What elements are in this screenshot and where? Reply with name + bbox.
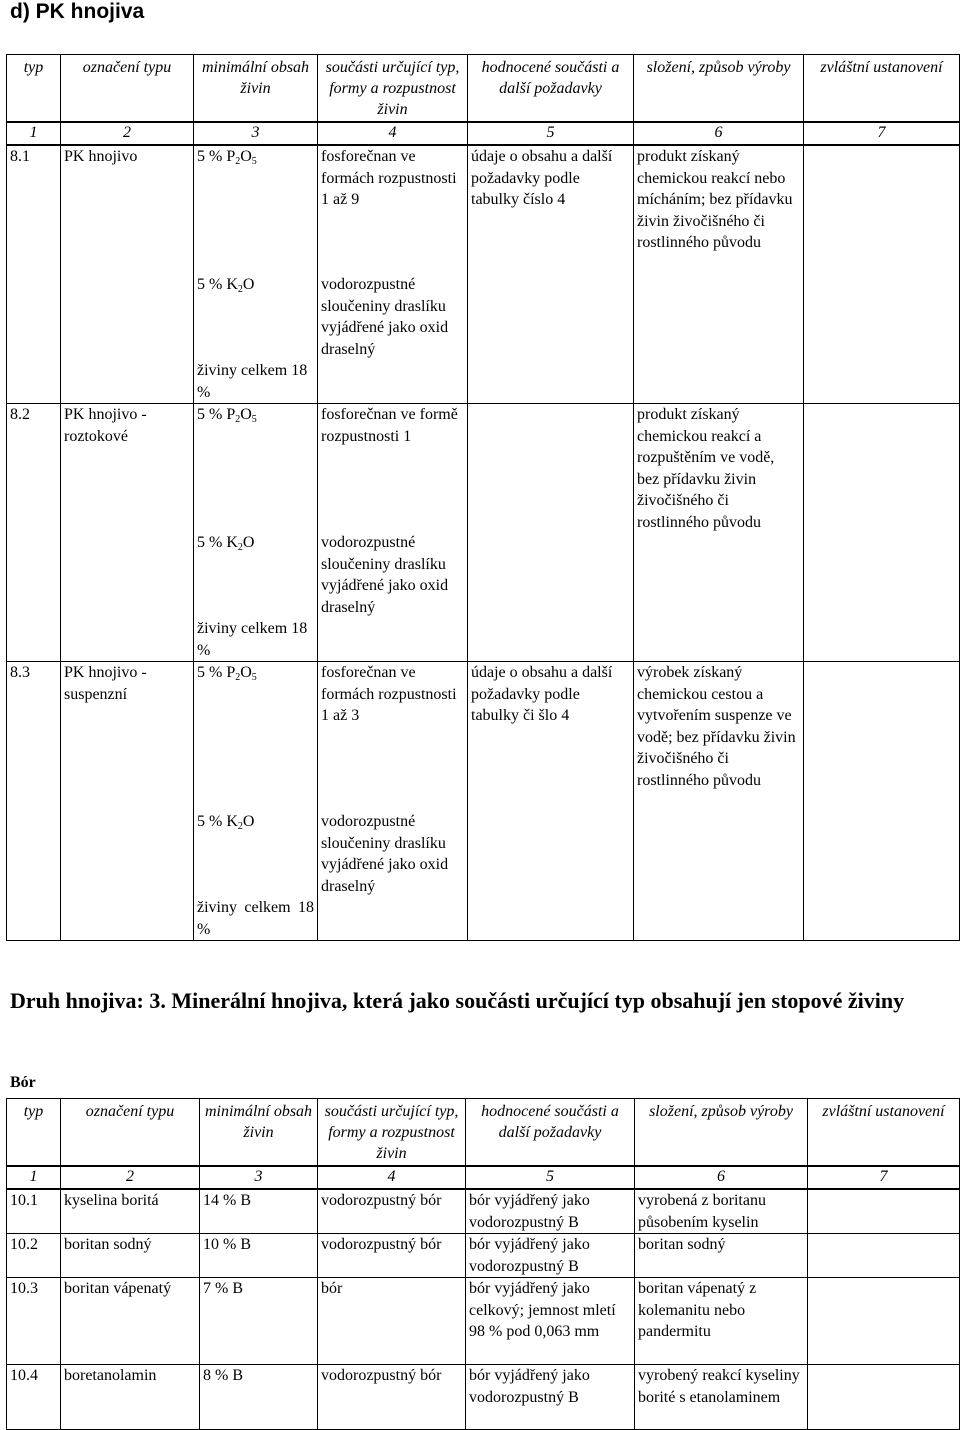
- header-oznaceni: označení typu: [61, 1099, 200, 1167]
- header-min-obsah: minimální obsah živin: [200, 1099, 318, 1167]
- cell-zvlastni: [804, 662, 960, 941]
- cell-slozeni: boritan vápenatý z kolemanitu nebo pandermitu: [635, 1278, 808, 1365]
- cell-typ: 10.4: [7, 1365, 61, 1430]
- table-row: [7, 145, 960, 274]
- cell-soucasti: vodorozpustný bór: [318, 1189, 466, 1234]
- cell-k-min: 5 % $K_2O$: [194, 274, 318, 360]
- cell-typ: 8.2: [7, 404, 61, 662]
- col-num: 6: [635, 1166, 808, 1189]
- header-zvlastni: zvláštní ustanovení: [808, 1099, 960, 1167]
- cell-zvlastni: [804, 145, 960, 404]
- table-header-row: [7, 55, 960, 123]
- cell-slozeni: výrobek získaný chemickou cestou a vytvořením suspenze ve vodě; bez přídavku živin živočišného či rostlinného původu: [634, 662, 804, 941]
- col-num: 5: [466, 1166, 635, 1189]
- cell-soucasti: vodorozpustný bór: [318, 1365, 466, 1430]
- col-num: 3: [194, 122, 318, 145]
- cell-oznaceni: PK hnojivo - suspenzní: [61, 662, 194, 941]
- cell-oznaceni: kyselina boritá: [61, 1189, 200, 1234]
- table-row: [7, 1234, 960, 1278]
- cell-slozeni: produkt získaný chemickou reakcí nebo mícháním; bez přídavku živin živočišného či rostlinného původu: [634, 145, 804, 404]
- subheading-bor: Bór: [10, 1074, 36, 1091]
- col-num: 7: [804, 122, 960, 145]
- cell-hodnocene: bór vyjádřený jako vodorozpustný B: [466, 1189, 635, 1234]
- cell-hodnocene: [468, 404, 634, 662]
- cell-typ: 10.1: [7, 1189, 61, 1234]
- header-min-obsah: minimální obsah živin: [194, 55, 318, 123]
- pk-fertilizer-table: [6, 54, 960, 941]
- col-num: 1: [7, 1166, 61, 1189]
- cell-hodnocene: bór vyjádřený jako celkový; jemnost mletí 98 % pod 0,063 mm: [466, 1278, 635, 1365]
- col-num: 2: [61, 1166, 200, 1189]
- cell-min: 7 % B: [200, 1278, 318, 1365]
- cell-hodnocene: údaje o obsahu a další požadavky podle tabulky číslo 4: [468, 145, 634, 404]
- cell-oznaceni: boritan vápenatý: [61, 1278, 200, 1365]
- cell-hodnocene: bór vyjádřený jako vodorozpustný B: [466, 1234, 635, 1278]
- cell-oznaceni: boretanolamin: [61, 1365, 200, 1430]
- cell-p-min: 5 % $P_2O_5$: [194, 404, 318, 533]
- col-num: 7: [808, 1166, 960, 1189]
- header-oznaceni: označení typu: [61, 55, 194, 123]
- cell-min: 10 % B: [200, 1234, 318, 1278]
- cell-p-min: 5 % $P_2O_5$: [194, 662, 318, 812]
- header-slozeni: složení, způsob výroby: [634, 55, 804, 123]
- cell-k-form: vodorozpustné sloučeniny draslíku vyjádřené jako oxid draselný: [318, 274, 468, 404]
- cell-min: 14 % B: [200, 1189, 318, 1234]
- cell-typ: 8.3: [7, 662, 61, 941]
- cell-slozeni: vyrobený reakcí kyseliny borité s etanolaminem: [635, 1365, 808, 1430]
- table-row: [7, 404, 960, 533]
- col-num: 5: [468, 122, 634, 145]
- table-row: [7, 662, 960, 812]
- header-soucasti: součásti určující typ, formy a rozpustnost živin: [318, 55, 468, 123]
- cell-k-min: 5 % $K_2O$: [194, 532, 318, 618]
- col-num: 4: [318, 1166, 466, 1189]
- cell-typ: 10.2: [7, 1234, 61, 1278]
- table-row: [7, 1189, 960, 1234]
- section-title: d) PK hnojiva: [10, 0, 145, 23]
- cell-k-form: vodorozpustné sloučeniny draslíku vyjádřené jako oxid draselný: [318, 532, 468, 662]
- header-hodnocene: hodnocené součásti a další požadavky: [466, 1099, 635, 1167]
- col-num: 3: [200, 1166, 318, 1189]
- cell-p-form: fosforečnan ve formách rozpustnosti 1 až 3: [318, 662, 468, 812]
- cell-slozeni: vyrobená z boritanu působením kyselin: [635, 1189, 808, 1234]
- cell-k-min: 5 % $K_2O$: [194, 811, 318, 897]
- header-typ: typ: [7, 55, 61, 123]
- header-soucasti: součásti určující typ, formy a rozpustnost živin: [318, 1099, 466, 1167]
- cell-p-min: 5 % $P_2O_5$: [194, 145, 318, 274]
- cell-p-form: fosforečnan ve formě rozpustnosti 1: [318, 404, 468, 533]
- table-row: [7, 1278, 960, 1365]
- cell-total: živiny celkem 18 %: [194, 360, 318, 404]
- cell-zvlastni: [804, 404, 960, 662]
- col-num: 6: [634, 122, 804, 145]
- cell-oznaceni: boritan sodný: [61, 1234, 200, 1278]
- col-num: 4: [318, 122, 468, 145]
- cell-hodnocene: bór vyjádřený jako vodorozpustný B: [466, 1365, 635, 1430]
- cell-zvlastni: [808, 1278, 960, 1365]
- cell-total: živiny celkem 18 %: [194, 618, 318, 662]
- cell-total: živiny celkem 18 %: [194, 897, 318, 941]
- table-row: [7, 1365, 960, 1430]
- header-typ: typ: [7, 1099, 61, 1167]
- column-number-row: [7, 122, 960, 145]
- cell-min: 8 % B: [200, 1365, 318, 1430]
- cell-soucasti: vodorozpustný bór: [318, 1234, 466, 1278]
- cell-zvlastni: [808, 1365, 960, 1430]
- cell-oznaceni: PK hnojivo: [61, 145, 194, 404]
- header-hodnocene: hodnocené součásti a další požadavky: [468, 55, 634, 123]
- fertilizer-type-heading: Druh hnojiva: 3. Minerální hnojiva, která jako součásti určující typ obsahují jen stopové živiny: [10, 988, 905, 1013]
- cell-p-form: fosforečnan ve formách rozpustnosti 1 až 9: [318, 145, 468, 274]
- column-number-row: [7, 1166, 960, 1189]
- cell-soucasti: bór: [318, 1278, 466, 1365]
- cell-k-form: vodorozpustné sloučeniny draslíku vyjádřené jako oxid draselný: [318, 811, 468, 941]
- cell-oznaceni: PK hnojivo - roztokové: [61, 404, 194, 662]
- cell-zvlastni: [808, 1189, 960, 1234]
- table-header-row: [7, 1099, 960, 1167]
- cell-typ: 8.1: [7, 145, 61, 404]
- cell-zvlastni: [808, 1234, 960, 1278]
- cell-slozeni: boritan sodný: [635, 1234, 808, 1278]
- header-zvlastni: zvláštní ustanovení: [804, 55, 960, 123]
- col-num: 1: [7, 122, 61, 145]
- boron-table: [6, 1098, 960, 1430]
- cell-hodnocene: údaje o obsahu a další požadavky podle tabulky či šlo 4: [468, 662, 634, 941]
- header-slozeni: složení, způsob výroby: [635, 1099, 808, 1167]
- cell-slozeni: produkt získaný chemickou reakcí a rozpuštěním ve vodě, bez přídavku živin živočišného či rostlinného původu: [634, 404, 804, 662]
- col-num: 2: [61, 122, 194, 145]
- cell-typ: 10.3: [7, 1278, 61, 1365]
